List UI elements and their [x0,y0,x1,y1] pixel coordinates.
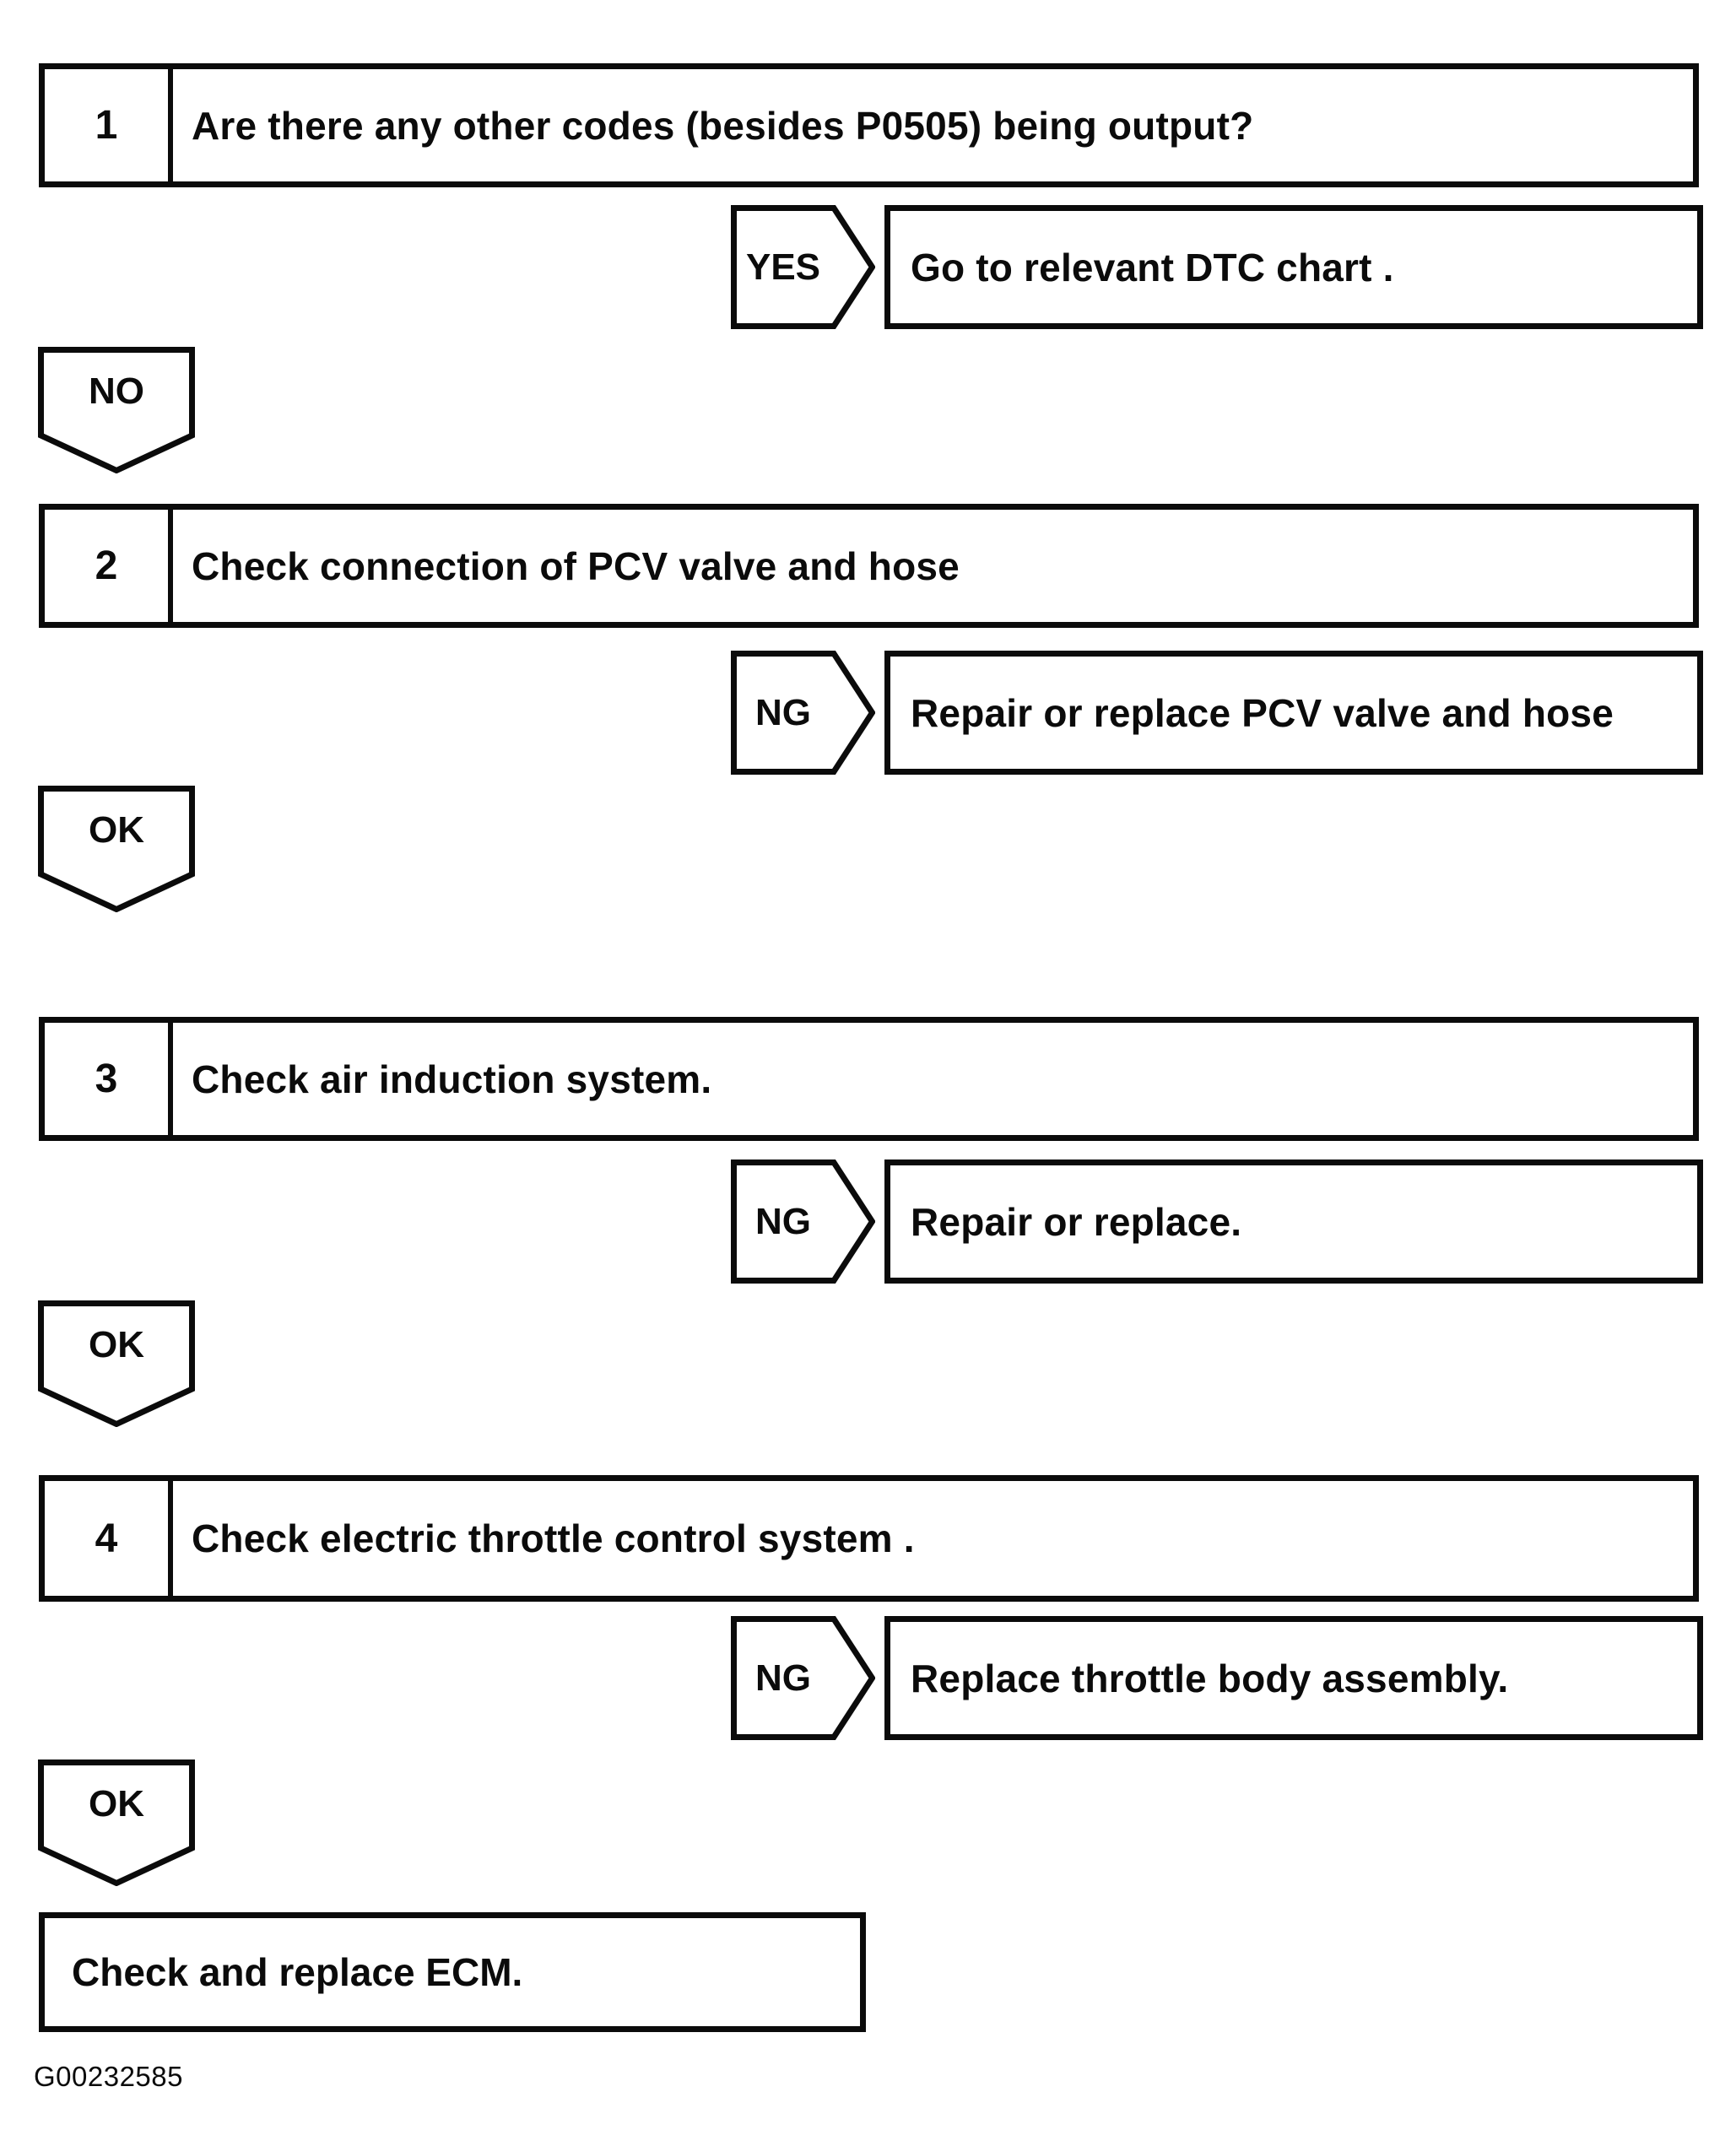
step-2-result-text: Repair or replace PCV valve and hose [911,690,1614,735]
ng-label: NG [755,1657,811,1699]
step-1-yes-tag [731,205,875,329]
final-action-box [39,1912,866,2032]
yes-label: YES [745,246,821,288]
step-2-ok-tag [38,786,195,912]
step-2-result-box [884,651,1703,775]
step-4-ng-tag [731,1616,875,1740]
step-4-question: Check electric throttle control system . [192,1516,915,1560]
step-1-result-text: Go to relevant DTC chart . [911,245,1394,289]
step-1-number: 1 [45,69,173,181]
ng-label: NG [755,1200,811,1242]
ok-label: OK [89,1783,144,1824]
no-label: NO [89,370,144,412]
step-2-box [39,504,1699,628]
step-4-result-box [884,1616,1703,1740]
step-3-box [39,1017,1699,1141]
step-3-ng-tag [731,1159,875,1284]
ng-label: NG [755,691,811,733]
step-4-result-text: Replace throttle body assembly. [911,1656,1509,1700]
step-3-result-text: Repair or replace. [911,1199,1242,1244]
step-2-ng-tag [731,651,875,775]
step-2-question: Check connection of PCV valve and hose [192,543,960,588]
step-3-number: 3 [45,1023,173,1135]
step-1-question: Are there any other codes (besides P0505) being output? [192,103,1254,148]
figure-id: G00232585 [34,2061,183,2092]
step-4-number: 4 [45,1481,173,1596]
step-3-question: Check air induction system. [192,1057,712,1101]
step-4-ok-tag [38,1760,195,1886]
step-4-box [39,1475,1699,1602]
step-2-number: 2 [45,510,173,622]
ok-label: OK [89,809,144,851]
final-action-text: Check and replace ECM. [72,1950,523,1994]
step-3-result-box [884,1159,1703,1284]
step-1-box [39,63,1699,187]
step-1-no-tag [38,347,195,473]
step-3-ok-tag [38,1300,195,1427]
step-1-result-box [884,205,1703,329]
ok-label: OK [89,1324,144,1365]
